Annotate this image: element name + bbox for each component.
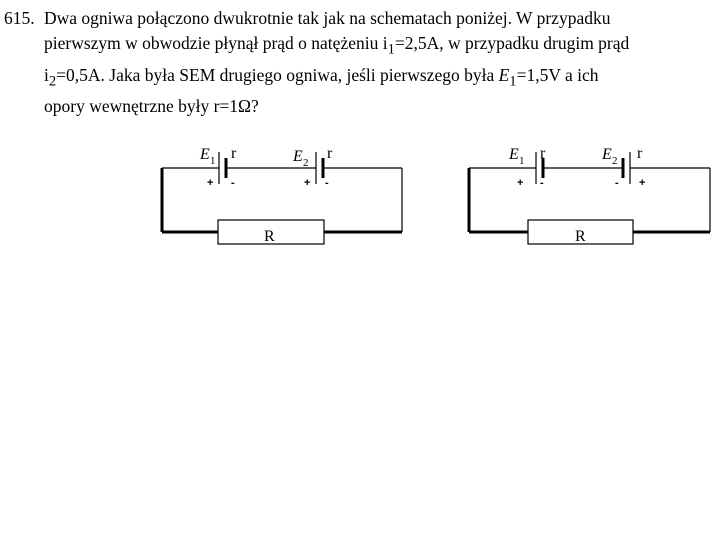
circuit-1-e1-minus: - [231, 177, 235, 189]
circuit-2-r2-label: r [637, 145, 643, 162]
problem-line-1 [4, 6, 708, 31]
problem-text [4, 6, 708, 119]
circuit-1-e2-minus: - [325, 177, 329, 189]
circuit-1-e1-plus: + [207, 177, 214, 189]
circuit-1-r2-label: r [327, 145, 333, 162]
line-3-subscript-1: 2 [48, 73, 57, 89]
circuit-1-r1-label: r [231, 145, 237, 162]
line-2-text-a: pierwszym w obwodzie płynął prąd o natężeniu i [44, 33, 388, 53]
line-2-subscript: 1 [387, 41, 395, 58]
circuit-1-e2-plus: + [304, 177, 311, 189]
circuit-2-e2-label: E [602, 146, 612, 163]
circuit-2-r1-label: r [540, 145, 546, 162]
line-3-text-b: =0,5A. Jaka była SEM drugiego ogniwa, jeśli pierwszego była [56, 64, 499, 85]
circuit-2-e1-label: E [509, 146, 519, 163]
circuit-2-resistor-label: R [575, 228, 586, 245]
circuit-1-resistor-label: R [264, 228, 275, 245]
line-3-text-c: =1,5V a ich [516, 64, 599, 85]
problem-number: 615. [4, 8, 35, 28]
circuit-2-e2-subscript: 2 [612, 155, 618, 167]
circuit-2-e2-minus: - [615, 177, 619, 189]
problem-line-1-text: Dwa ogniwa połączono dwukrotnie tak jak na schematach poniżej. W przypadku [44, 8, 611, 28]
line-3-emf-symbol: E [498, 64, 510, 85]
line-3-text-a: i [44, 64, 49, 85]
problem-line-4: opory wewnętrzne były r=1Ω? [44, 96, 259, 116]
circuit-1-e2-subscript: 2 [303, 157, 309, 169]
line-2-text-b: =2,5A, w przypadku drugim prąd [394, 33, 630, 53]
circuit-2-e1-plus: + [517, 177, 524, 189]
circuit-1-e1-subscript: 1 [210, 155, 216, 167]
circuit-1-e1-label: E [200, 146, 210, 163]
circuit-diagram-2 [0, 140, 720, 250]
circuit-2-e1-minus: - [540, 177, 544, 189]
problem-line-2 [4, 31, 708, 63]
circuit-2-svg [0, 140, 720, 250]
line-3-subscript-2: 1 [509, 73, 517, 89]
circuit-2-e2-plus: + [639, 177, 646, 189]
circuit-1-e2-label: E [293, 148, 303, 165]
circuit-2-e1-subscript: 1 [519, 155, 525, 167]
problem-line-3 [4, 63, 708, 95]
